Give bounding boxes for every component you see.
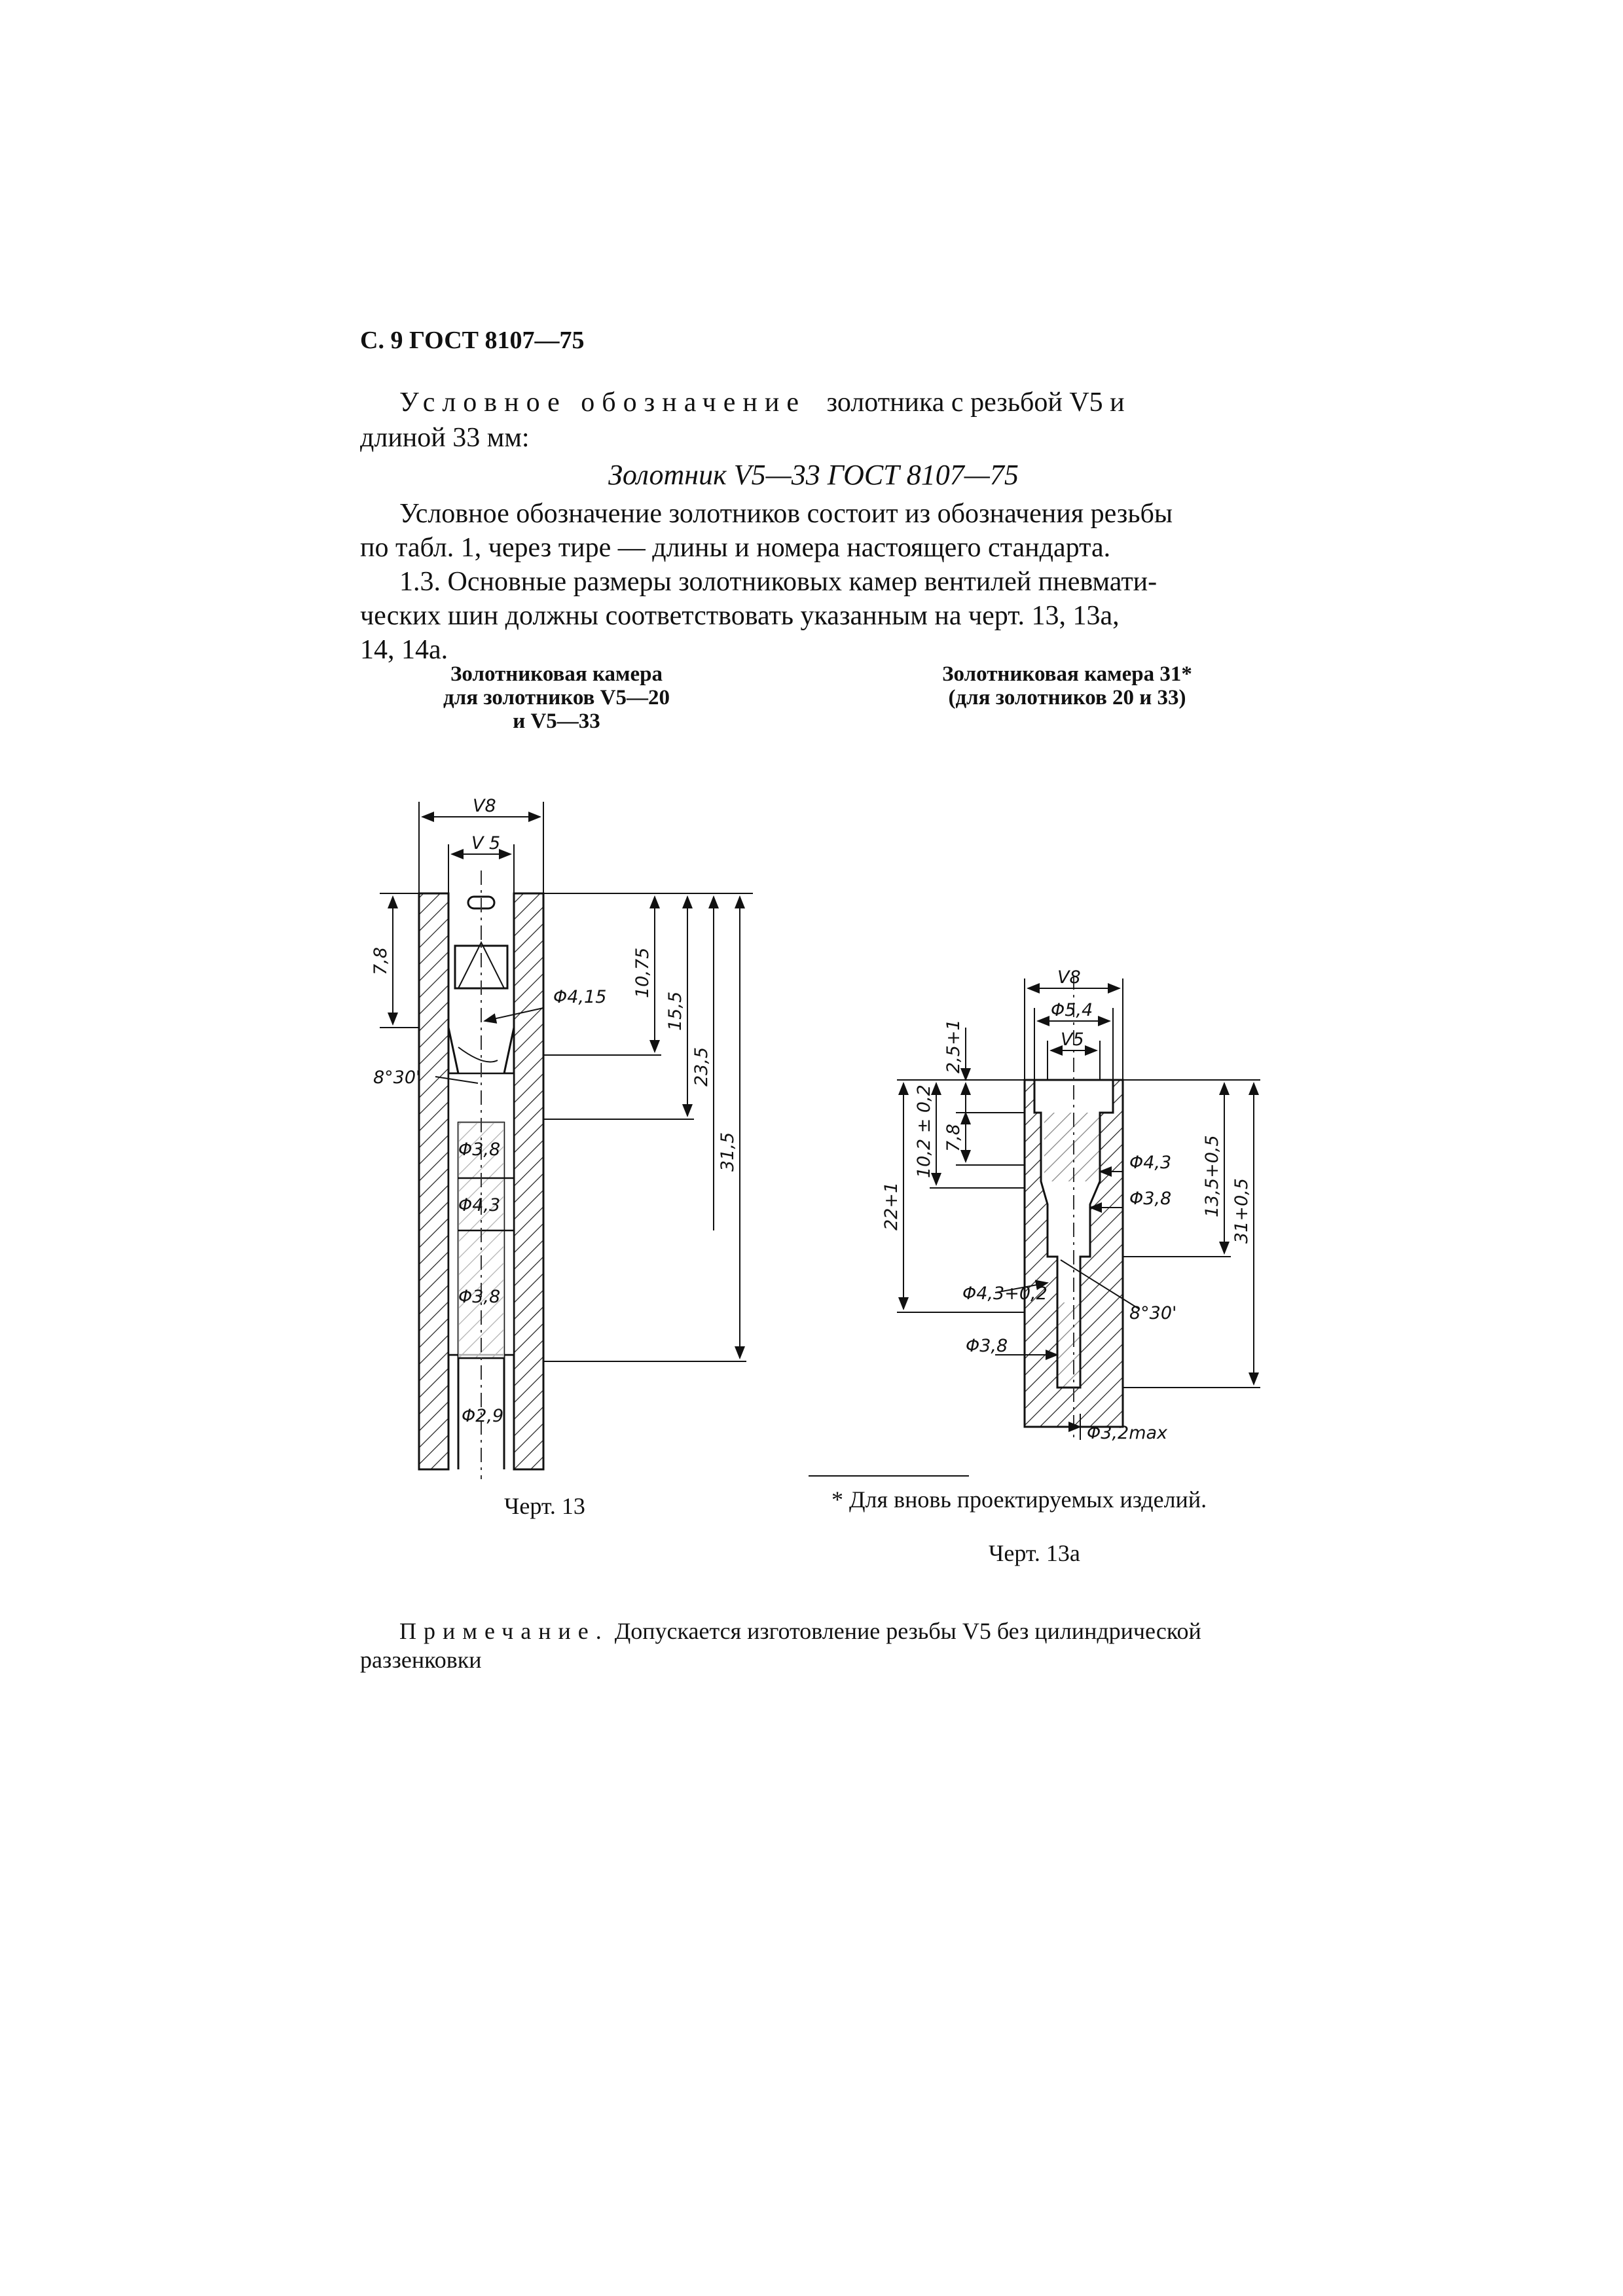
para2-line2: по табл. 1, через тире — длины и номера настоящего стандарта. (360, 533, 1111, 563)
fig13-l78: 7,8 (371, 947, 391, 975)
fig13a-l78: 7,8 (943, 1124, 964, 1152)
fig13a-d38b: Φ3,8 (966, 1336, 1008, 1356)
fig13-l235: 23,5 (691, 1047, 712, 1086)
fig13-l315: 31,5 (718, 1132, 738, 1172)
fig13a-footnote: * Для вновь проектируемых изделий. (831, 1486, 1207, 1513)
fig13a-caption: Золотниковая камера 31* (для золотников 20 и 33) (942, 662, 1192, 709)
intro-rest: золотника с резьбой V5 и (826, 387, 1125, 418)
fig13a-d32: Φ3,2max (1087, 1423, 1168, 1443)
fig13-d415: Φ4,15 (553, 987, 607, 1007)
para2-line1: Условное обозначение золотников состоит из обозначения резьбы (399, 499, 1173, 529)
fig13-d38a: Φ3,8 (458, 1139, 501, 1160)
spaced-lead: Условное обозначение (399, 387, 807, 418)
note-line1 (399, 1617, 1267, 1645)
para3-line2: ческих шин должны соответствовать указанным на черт. 13, 13а, (360, 601, 1120, 631)
fig13a-l102: 10,2 ± 0,2 (914, 1085, 934, 1178)
fig13-l155: 15,5 (665, 991, 685, 1031)
fig13-d38b: Φ3,8 (458, 1287, 501, 1307)
fig13-d29: Φ2,9 (462, 1406, 504, 1426)
fig13a-d54: Φ5,4 (1051, 1000, 1093, 1020)
fig13-caption: Золотниковая камера для золотников V5—20 и V5—33 (443, 662, 670, 733)
fig13-l1075: 10,75 (632, 947, 653, 998)
note-text: Допускается изготовление резьбы V5 без цилиндрической (614, 1618, 1201, 1644)
fig13a-l22: 22+1 (881, 1181, 902, 1230)
fig13a-angle: 8°30' (1129, 1303, 1177, 1323)
page-header: С. 9 ГОСТ 8107—75 (360, 327, 585, 354)
fig13a-label: Черт. 13а (989, 1540, 1080, 1566)
fig13-drawing (380, 802, 753, 1479)
fig13a-l31: 31+0,5 (1231, 1178, 1252, 1244)
fig13-d43: Φ4,3 (458, 1195, 501, 1215)
note-line2: раззенковки (360, 1647, 482, 1673)
para3-line3: 14, 14а. (360, 635, 448, 665)
note-lead: Примечание. (399, 1618, 609, 1644)
intro-line2: длиной 33 мм: (360, 423, 530, 453)
fig13-label: Черт. 13 (504, 1493, 585, 1519)
fig13-v8: V8 (473, 796, 496, 816)
fig13a-d43b: Φ4,3+0,2 (962, 1283, 1048, 1304)
fig13a-l25: 2,5+1 (943, 1019, 964, 1073)
fig13a-d38a: Φ3,8 (1129, 1189, 1172, 1209)
fig13a-d43a: Φ4,3 (1129, 1153, 1172, 1173)
fig13-left-wall (419, 893, 448, 1469)
fig13-v5: V 5 (471, 833, 501, 853)
designation-example: Золотник V5—33 ГОСТ 8107—75 (608, 459, 1019, 491)
para3-line1: 1.3. Основные размеры золотниковых камер вентилей пневмати- (399, 567, 1158, 597)
fig13-angle: 8°30' (373, 1067, 421, 1088)
fig13a-v8: V8 (1057, 967, 1081, 988)
fig13-right-wall (514, 893, 543, 1469)
fig13a-v5: V5 (1061, 1030, 1084, 1050)
fig13a-l135: 13,5+0,5 (1202, 1135, 1222, 1217)
